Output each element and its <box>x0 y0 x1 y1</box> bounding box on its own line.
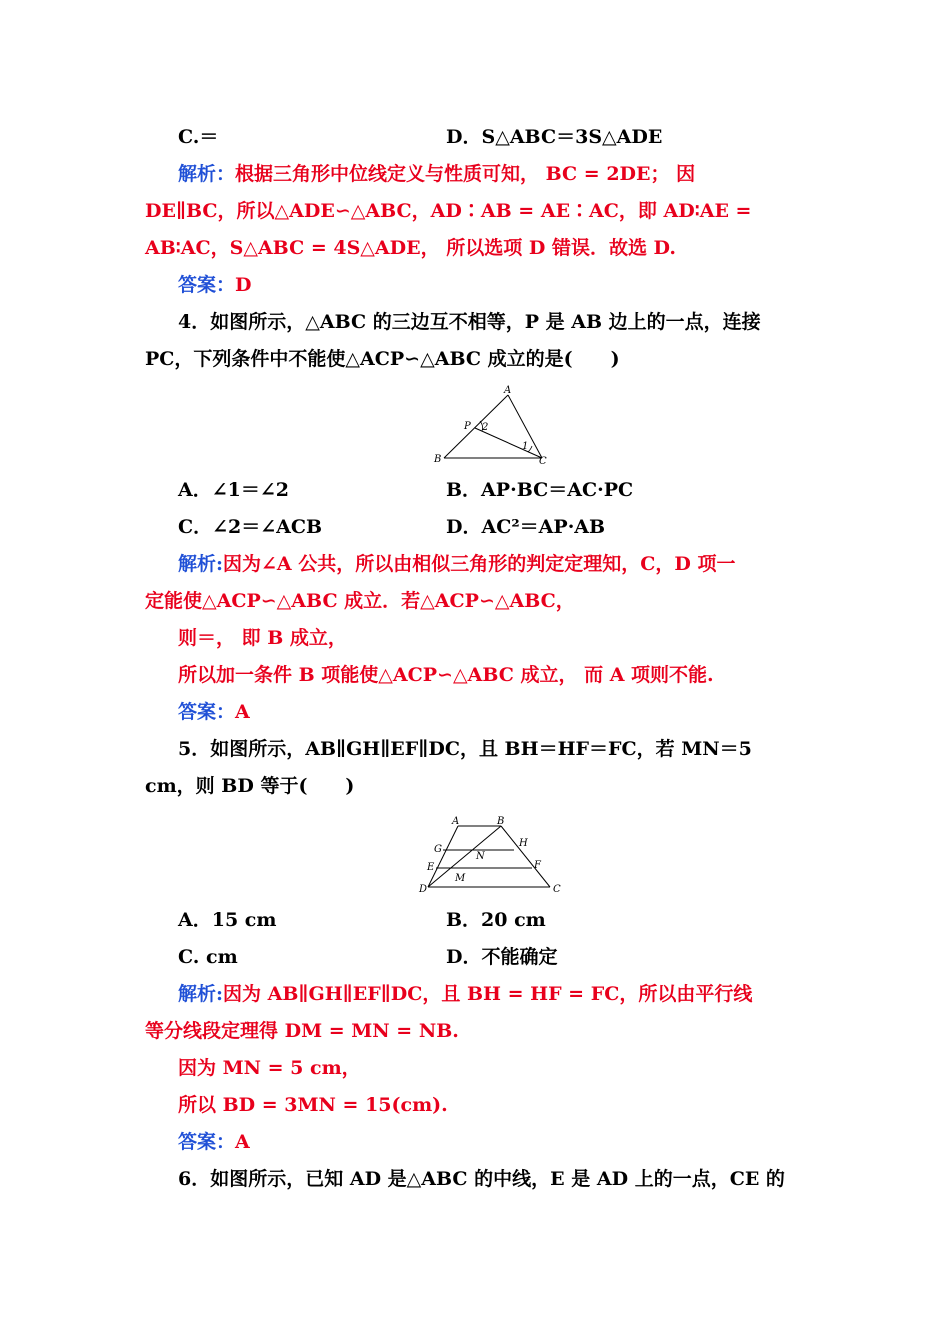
label-g: G <box>434 844 442 855</box>
q5-analysis-line1 <box>178 981 843 1007</box>
label-e: E <box>427 862 435 873</box>
label-b: B <box>434 454 442 465</box>
q6-stem-line1: 6．如图所示，已知 AD 是△ABC 的中线，E 是 AD 上的一点，CE 的 <box>178 1168 785 1190</box>
q5-analysis-line4: 所以 BD = 3MN = 15(cm). <box>178 1094 448 1116</box>
q5-option-c: C. cm <box>178 946 238 968</box>
q3-option-d-label: D． <box>446 126 482 148</box>
label-c: C <box>539 456 547 467</box>
label-h: H <box>519 838 528 849</box>
q5-answer <box>178 1129 843 1155</box>
q3-option-c: C.＝ <box>178 126 219 148</box>
q3-analysis-line2: DE∥BC，所以△ADE∽△ABC，AD∶AB = AE∶AC，即 AD∶AE = <box>145 200 752 222</box>
analysis-text: 因为∠A 公共，所以由相似三角形的判定定理知，C，D 项一 <box>223 553 736 575</box>
answer-value: A <box>235 701 250 723</box>
q5-stem-line1: 5．如图所示，AB∥GH∥EF∥DC，且 BH＝HF＝FC，若 MN＝5 <box>178 738 752 760</box>
q3-option-d-text: S△ABC＝3S△ADE <box>481 126 663 148</box>
analysis-label: 解析： <box>178 163 236 185</box>
q4-stem-line1: 4．如图所示，△ABC 的三边互不相等，P 是 AB 边上的一点，连接 <box>178 311 761 333</box>
q4-option-b: B．AP·BC＝AC·PC <box>446 479 634 501</box>
q4-option-a: A．∠1＝∠2 <box>178 479 290 501</box>
analysis-text: 根据三角形中位线定义与性质可知， BC = 2DE； 因 <box>235 163 696 185</box>
q4-triangle-figure <box>428 382 558 468</box>
q4-answer <box>178 699 843 725</box>
side-ab <box>444 395 508 458</box>
answer-value: A <box>235 1131 250 1153</box>
analysis-label: 解析: <box>178 553 224 575</box>
analysis-label: 解析: <box>178 983 224 1005</box>
label-angle-2: 2 <box>482 422 489 433</box>
q3-answer <box>178 272 843 298</box>
analysis-text: 因为 AB∥GH∥EF∥DC，且 BH = HF = FC，所以由平行线 <box>223 983 753 1005</box>
answer-label: 答案： <box>178 274 236 296</box>
q4-stem-line2: PC，下列条件中不能使△ACP∽△ABC 成立的是( ) <box>145 348 620 370</box>
label-a: A <box>504 385 512 396</box>
label-a: A <box>452 816 460 827</box>
q4-analysis-line2: 定能使△ACP∽△ABC 成立．若△ACP∽△ABC， <box>145 590 575 612</box>
label-c: C <box>553 884 561 895</box>
q5-option-a: A．15 cm <box>178 909 277 931</box>
label-n: N <box>476 851 485 862</box>
label-p: P <box>464 421 471 432</box>
segment-bc <box>501 826 550 887</box>
q4-analysis-line3: 则＝， 即 B 成立， <box>178 627 347 649</box>
label-d: D <box>419 884 428 895</box>
q4-option-c: C．∠2＝∠ACB <box>178 516 323 538</box>
segment-ad <box>428 826 458 887</box>
label-m: M <box>455 873 466 884</box>
q3-analysis-line1 <box>178 161 843 187</box>
answer-value: D <box>235 274 252 296</box>
angle-1-arc <box>528 446 532 452</box>
label-b: B <box>497 816 505 827</box>
answer-label: 答案： <box>178 1131 236 1153</box>
q4-analysis-line4: 所以加一条件 B 项能使△ACP∽△ABC 成立， 而 A 项则不能. <box>178 664 714 686</box>
q5-analysis-line2: 等分线段定理得 DM = MN = NB. <box>145 1020 459 1042</box>
q5-option-d: D．不能确定 <box>446 946 558 968</box>
q3-analysis-line3: AB∶AC，S△ABC = 4S△ADE， 所以选项 D 错误．故选 D. <box>145 237 676 259</box>
q4-analysis-line1 <box>178 551 843 577</box>
q5-trapezoid-figure <box>414 812 564 898</box>
q3-option-d <box>446 124 662 150</box>
q5-option-b: B．20 cm <box>446 909 546 931</box>
answer-label: 答案： <box>178 701 236 723</box>
q5-stem-line2: cm，则 BD 等于( ) <box>145 775 355 797</box>
q5-analysis-line3: 因为 MN = 5 cm， <box>178 1057 361 1079</box>
label-f: F <box>534 860 541 871</box>
label-angle-1: 1 <box>522 441 529 452</box>
q4-option-d: D．AC²＝AP·AB <box>446 516 606 538</box>
